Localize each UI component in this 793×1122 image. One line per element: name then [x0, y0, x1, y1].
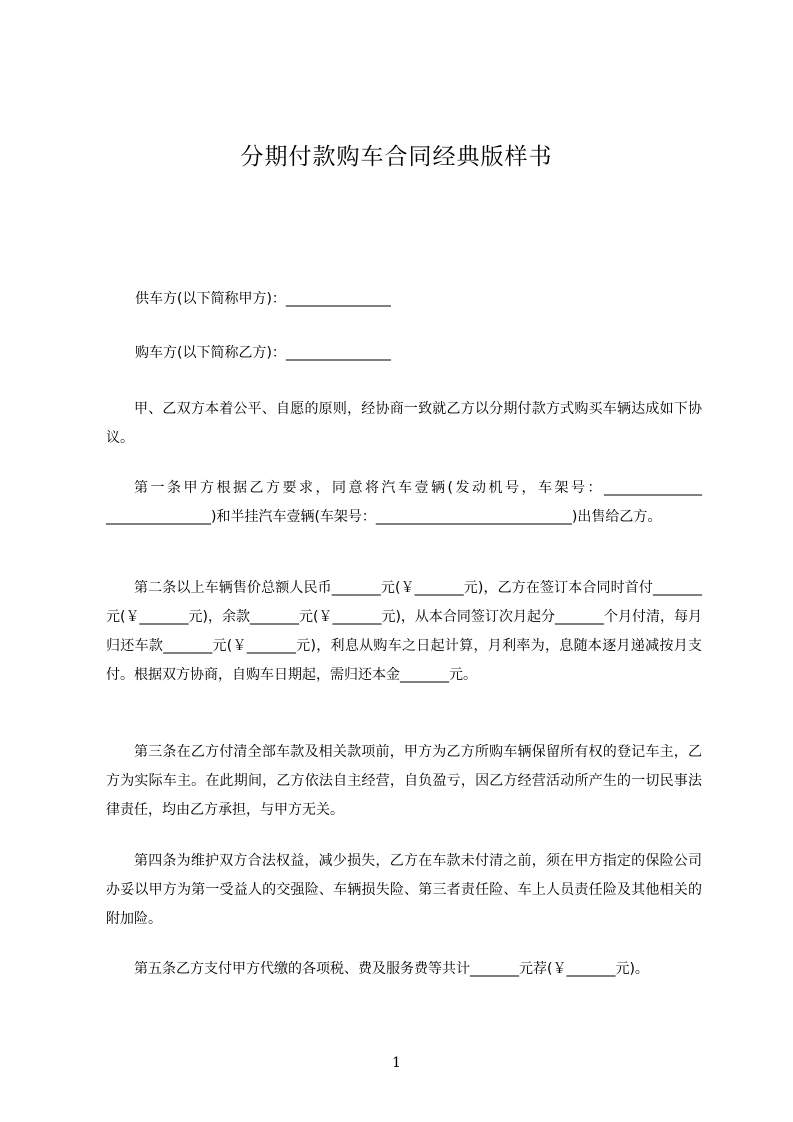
article-2: 第二条以上车辆售价总额人民币_______元(￥_______元)，乙方在签订本合同时首付_______元(￥_______元)，余款_______元(￥_______元)，从本合同签订次月起分_______个月付清，每月归还车款_______元(￥_______元)，利息从购车之日起计算，月利率为，息随本逐月递减按月支付。根据双方协商，自购车日期起，需归还本金_______元。	[106, 580, 702, 683]
seller-line: 供车方(以下简称甲方)：_______________	[135, 291, 391, 307]
intro-paragraph: 甲、乙双方本着公平、自愿的原则，经协商一致就乙方以分期付款方式购买车辆达成如下协议。	[106, 401, 702, 446]
page-number: 1	[392, 1055, 401, 1071]
buyer-line: 购车方(以下简称乙方)：_______________	[135, 345, 391, 361]
article-1: 第一条甲方根据乙方要求，同意将汽车壹辆(发动机号，车架号：______________ _______________)和半挂汽车壹辆(车架号：____________________________)出售给乙方。	[106, 480, 702, 525]
document-title: 分期付款购车合同经典版样书	[240, 144, 553, 170]
article-3: 第三条在乙方付清全部车款及相关款项前，甲方为乙方所购车辆保留所有权的登记车主，乙方为实际车主。在此期间，乙方依法自主经营，自负盈亏，因乙方经营活动所产生的一切民事法律责任，均由乙方承担，与甲方无关。	[106, 744, 702, 818]
article-5: 第五条乙方支付甲方代缴的各项税、费及服务费等共计_______元荐(￥_______元)。	[134, 961, 649, 977]
article-4: 第四条为维护双方合法权益，减少损失，乙方在车款未付清之前，须在甲方指定的保险公司办妥以甲方为第一受益人的交强险、车辆损失险、第三者责任险、车上人员责任险及其他相关的附加险。	[106, 853, 702, 927]
